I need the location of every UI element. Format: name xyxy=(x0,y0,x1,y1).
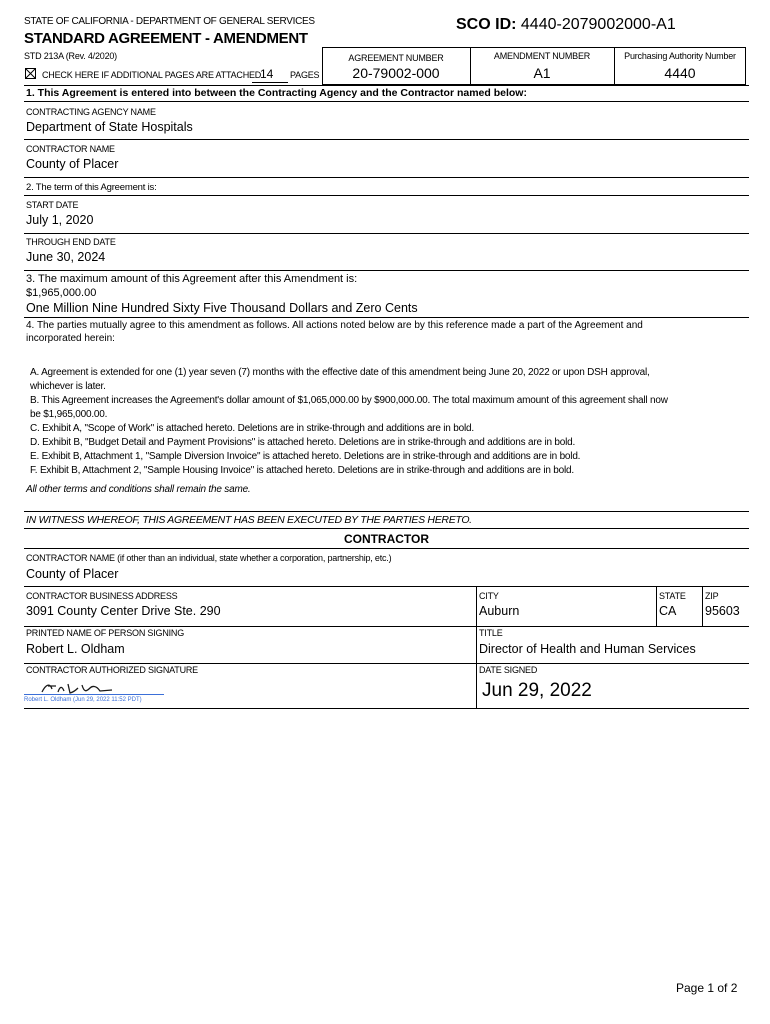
section4-heading-line1: 4. The parties mutually agree to this amendment as follows. All actions noted below are by this reference made a part of the Agreement and xyxy=(26,320,643,331)
contractor-heading: CONTRACTOR xyxy=(343,532,430,546)
title-value: Director of Health and Human Services xyxy=(479,642,696,656)
signature-line xyxy=(24,694,164,695)
witness-name-value: County of Placer xyxy=(26,567,119,581)
sco-id xyxy=(456,16,676,34)
date-signed-label: DATE SIGNED xyxy=(479,665,538,675)
max-amount-words: One Million Nine Hundred Sixty Five Thousand Dollars and Zero Cents xyxy=(26,301,418,315)
amendment-item: D. Exhibit B, "Budget Detail and Payment Provisions" is attached hereto. Deletions are in strike-through and additions are in bold. xyxy=(30,437,576,448)
max-amount: $1,965,000.00 xyxy=(26,287,97,299)
section1-heading: 1. This Agreement is entered into between the Contracting Agency and the Contractor named below: xyxy=(26,87,527,99)
closing-statement: All other terms and conditions shall remain the same. xyxy=(26,484,251,495)
date-signed-value: Jun 29, 2022 xyxy=(482,680,592,701)
agency-line: STATE OF CALIFORNIA - DEPARTMENT OF GENERAL SERVICES xyxy=(24,16,315,27)
section2-heading: 2. The term of this Agreement is: xyxy=(26,182,157,193)
end-date-label: THROUGH END DATE xyxy=(26,237,116,247)
amendment-item: B. This Agreement increases the Agreement's dollar amount of $1,065,000.00 by $900,000.00. The total maximum amount of this agreement shall now xyxy=(30,395,668,406)
amendment-item: A. Agreement is extended for one (1) year seven (7) months with the effective date of this amendment being June 20, 2022 or upon DSH approval, xyxy=(30,367,650,378)
checkbox-label: CHECK HERE IF ADDITIONAL PAGES ARE ATTACHED xyxy=(42,70,262,80)
state-label: STATE xyxy=(659,591,686,601)
amendment-number: A1 xyxy=(533,65,551,81)
amendment-item: whichever is later. xyxy=(30,381,106,392)
form-title: STANDARD AGREEMENT - AMENDMENT xyxy=(24,30,308,47)
amendment-number-label: AMENDMENT NUMBER xyxy=(493,51,591,61)
signature-label: CONTRACTOR AUTHORIZED SIGNATURE xyxy=(26,665,198,675)
pages-count: 14 xyxy=(260,67,274,81)
city-label: CITY xyxy=(479,591,499,601)
section3-heading: 3. The maximum amount of this Agreement after this Amendment is: xyxy=(26,273,358,285)
section4-heading-line2: incorporated herein: xyxy=(26,333,115,344)
amendment-item: F. Exhibit B, Attachment 2, "Sample Housing Invoice" is attached hereto. Deletions are in strike-through and additions are in bold. xyxy=(30,465,574,476)
address-label: CONTRACTOR BUSINESS ADDRESS xyxy=(26,591,178,601)
end-date-value: June 30, 2024 xyxy=(26,250,106,264)
contractor-name-value: County of Placer xyxy=(26,157,119,171)
signature-caption: Robert L. Oldham (Jun 29, 2022 11:52 PDT) xyxy=(24,697,142,703)
zip-label: ZIP xyxy=(705,591,719,601)
contractor-name-label: CONTRACTOR NAME xyxy=(26,144,115,154)
city-value: Auburn xyxy=(479,604,520,618)
purchasing-authority: 4440 xyxy=(664,65,696,81)
witness-name-label: CONTRACTOR NAME (if other than an individual, state whether a corporation, partnership, etc.) xyxy=(26,553,392,563)
agreement-number: 20-79002-000 xyxy=(352,65,440,81)
page-number: Page 1 of 2 xyxy=(676,981,738,995)
amendment-item: C. Exhibit A, "Scope of Work" is attached hereto. Deletions are in strike-through and additions are in bold. xyxy=(30,423,474,434)
agreement-number-label: AGREEMENT NUMBER xyxy=(348,53,444,63)
amendment-item: E. Exhibit B, Attachment 1, "Sample Diversion Invoice" is attached hereto. Deletions are in strike-through and additions are in bold. xyxy=(30,451,581,462)
state-value: CA xyxy=(659,604,677,618)
amendment-item: be $1,965,000.00. xyxy=(30,409,108,420)
printed-name-value: Robert L. Oldham xyxy=(26,642,125,656)
additional-pages-checkbox[interactable] xyxy=(25,68,36,79)
witness-statement: IN WITNESS WHEREOF, THIS AGREEMENT HAS BEEN EXECUTED BY THE PARTIES HERETO. xyxy=(26,514,472,526)
start-date-value: July 1, 2020 xyxy=(26,213,94,227)
start-date-label: START DATE xyxy=(26,200,79,210)
agency-name-label: CONTRACTING AGENCY NAME xyxy=(26,107,156,117)
pages-label: PAGES xyxy=(290,70,320,80)
zip-value: 95603 xyxy=(705,604,740,618)
checkmark-x-icon xyxy=(25,68,36,79)
title-label: TITLE xyxy=(479,628,503,638)
form-number: STD 213A (Rev. 4/2020) xyxy=(24,51,117,61)
purchasing-authority-label: Purchasing Authority Number xyxy=(624,51,736,61)
address-value: 3091 County Center Drive Ste. 290 xyxy=(26,604,221,618)
printed-name-label: PRINTED NAME OF PERSON SIGNING xyxy=(26,628,185,638)
sco-label: SCO ID: xyxy=(456,16,517,33)
agency-name-value: Department of State Hospitals xyxy=(26,120,193,134)
sco-value: 4440-2079002000-A1 xyxy=(520,16,676,33)
